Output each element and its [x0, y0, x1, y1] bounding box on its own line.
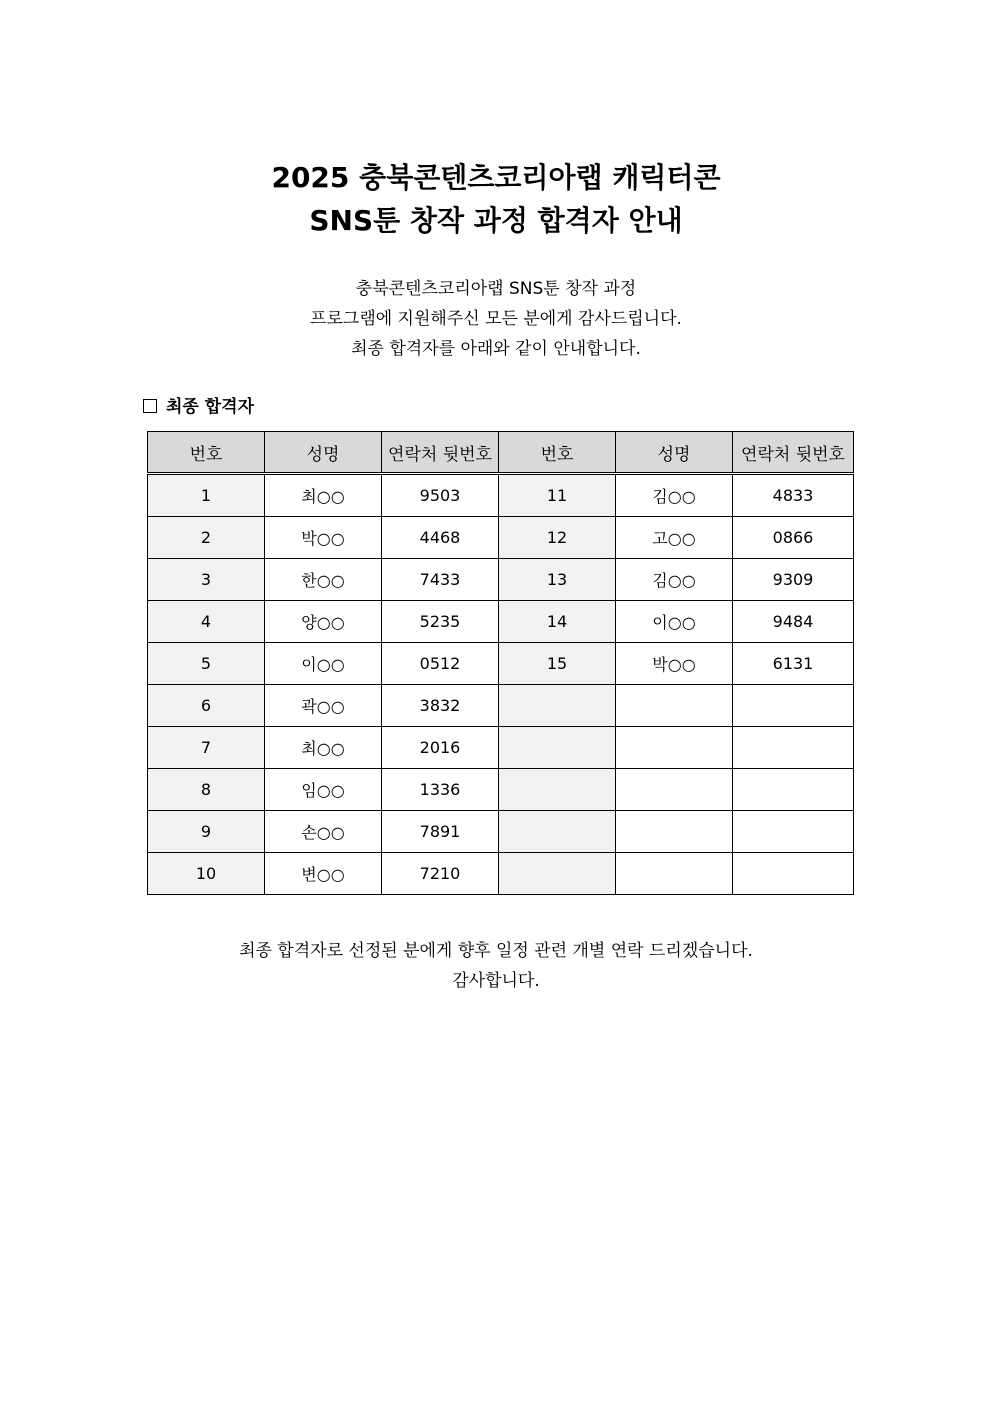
cell-name: 양○○	[265, 601, 382, 643]
cell-name	[616, 853, 733, 895]
header-name: 성명	[265, 432, 382, 474]
cell-phone-suffix: 0512	[382, 643, 499, 685]
cell-number: 1	[148, 474, 265, 517]
table-row	[148, 811, 854, 853]
cell-number	[499, 769, 616, 811]
header-phone-suffix: 연락처 뒷번호	[733, 432, 854, 474]
header-phone-suffix: 연락처 뒷번호	[382, 432, 499, 474]
intro-line: 프로그램에 지원해주신 모든 분에게 감사드립니다.	[310, 309, 682, 329]
table-row	[148, 517, 854, 559]
cell-number: 9	[148, 811, 265, 853]
table-row	[148, 474, 854, 517]
cell-phone-suffix: 3832	[382, 685, 499, 727]
cell-number: 2	[148, 517, 265, 559]
cell-name	[616, 769, 733, 811]
cell-phone-suffix: 6131	[733, 643, 854, 685]
cell-name	[616, 727, 733, 769]
cell-number: 8	[148, 769, 265, 811]
cell-number: 13	[499, 559, 616, 601]
cell-number: 11	[499, 474, 616, 517]
cell-name	[616, 811, 733, 853]
cell-name: 한○○	[265, 559, 382, 601]
cell-phone-suffix: 9484	[733, 601, 854, 643]
cell-phone-suffix: 9309	[733, 559, 854, 601]
cell-phone-suffix	[733, 853, 854, 895]
cell-name	[616, 685, 733, 727]
cell-name: 이○○	[265, 643, 382, 685]
cell-phone-suffix: 4468	[382, 517, 499, 559]
cell-number: 15	[499, 643, 616, 685]
cell-number: 7	[148, 727, 265, 769]
cell-name: 김○○	[616, 559, 733, 601]
cell-number	[499, 811, 616, 853]
cell-number: 14	[499, 601, 616, 643]
intro-paragraph	[0, 274, 992, 364]
cell-phone-suffix	[733, 727, 854, 769]
cell-number: 4	[148, 601, 265, 643]
cell-number	[499, 685, 616, 727]
cell-name: 박○○	[616, 643, 733, 685]
cell-phone-suffix: 7433	[382, 559, 499, 601]
intro-line: 충북콘텐츠코리아랩 SNS툰 창작 과정	[355, 279, 637, 299]
cell-number: 6	[148, 685, 265, 727]
cell-number	[499, 853, 616, 895]
intro-line: 최종 합격자를 아래와 같이 안내합니다.	[351, 339, 641, 359]
cell-number: 10	[148, 853, 265, 895]
cell-name: 박○○	[265, 517, 382, 559]
closing-paragraph	[0, 936, 992, 996]
table-row	[148, 769, 854, 811]
cell-phone-suffix: 0866	[733, 517, 854, 559]
cell-name: 최○○	[265, 727, 382, 769]
cell-name: 손○○	[265, 811, 382, 853]
cell-name: 변○○	[265, 853, 382, 895]
cell-name: 고○○	[616, 517, 733, 559]
cell-phone-suffix	[733, 811, 854, 853]
header-name: 성명	[616, 432, 733, 474]
cell-number: 5	[148, 643, 265, 685]
cell-phone-suffix	[733, 685, 854, 727]
checkbox-square-icon	[143, 399, 157, 413]
successful-applicants-table	[147, 431, 854, 895]
cell-phone-suffix: 9503	[382, 474, 499, 517]
section-heading	[143, 393, 254, 421]
cell-phone-suffix: 2016	[382, 727, 499, 769]
table-row	[148, 853, 854, 895]
table-row	[148, 559, 854, 601]
table-row	[148, 601, 854, 643]
cell-name: 최○○	[265, 474, 382, 517]
section-heading-label: 최종 합격자	[166, 397, 255, 417]
table-row	[148, 643, 854, 685]
table-row	[148, 727, 854, 769]
cell-number	[499, 727, 616, 769]
cell-phone-suffix	[733, 769, 854, 811]
header-number: 번호	[499, 432, 616, 474]
closing-line: 최종 합격자로 선정된 분에게 향후 일정 관련 개별 연락 드리겠습니다.	[239, 941, 753, 961]
document-title-line1: 2025 충북콘텐츠코리아랩 캐릭터콘	[271, 161, 721, 194]
cell-phone-suffix: 5235	[382, 601, 499, 643]
cell-name: 김○○	[616, 474, 733, 517]
cell-number: 3	[148, 559, 265, 601]
cell-number: 12	[499, 517, 616, 559]
cell-phone-suffix: 7210	[382, 853, 499, 895]
cell-name: 곽○○	[265, 685, 382, 727]
cell-phone-suffix: 4833	[733, 474, 854, 517]
document-title-line2: SNS툰 창작 과정 합격자 안내	[309, 204, 683, 237]
table-row	[148, 685, 854, 727]
closing-line: 감사합니다.	[452, 971, 540, 991]
cell-phone-suffix: 7891	[382, 811, 499, 853]
cell-name: 이○○	[616, 601, 733, 643]
cell-phone-suffix: 1336	[382, 769, 499, 811]
cell-name: 임○○	[265, 769, 382, 811]
header-number: 번호	[148, 432, 265, 474]
table-header-row	[148, 432, 854, 474]
